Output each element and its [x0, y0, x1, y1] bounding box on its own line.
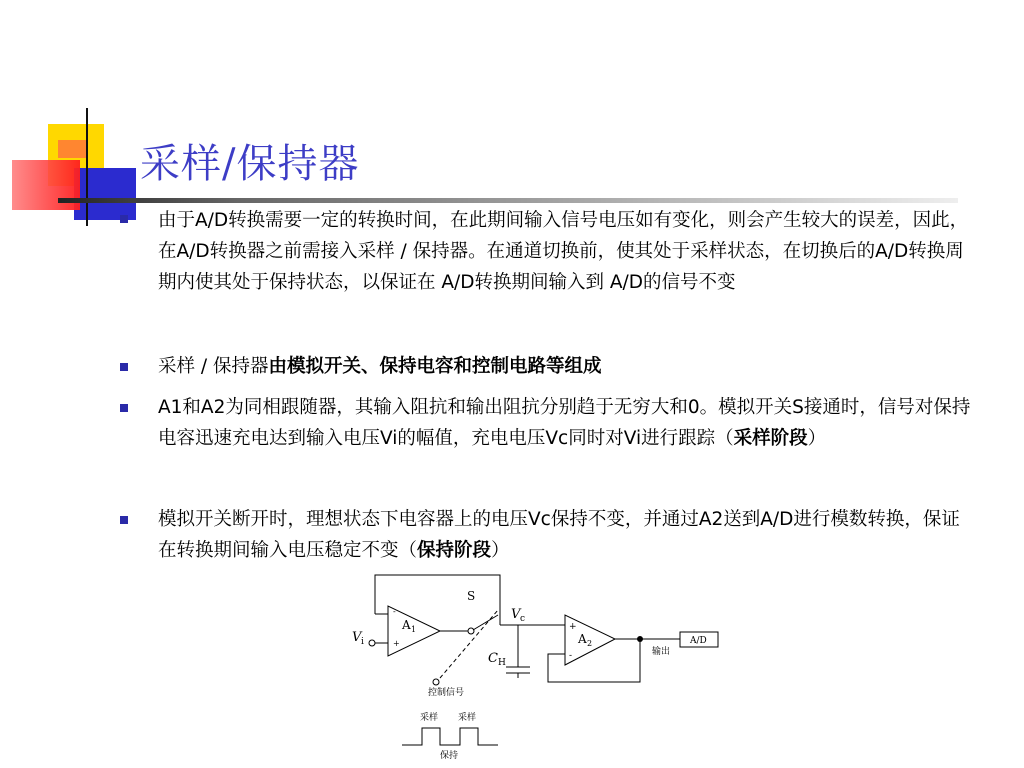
sample-label-1: 采样	[420, 713, 439, 723]
vc-subscript: c	[520, 614, 526, 624]
paragraph-sampling-phase	[158, 392, 973, 454]
paragraph-holding-phase	[158, 504, 973, 566]
ch-subscript: H	[498, 658, 506, 668]
emphasis-text: 保持阶段	[417, 540, 492, 561]
a1-minus: -	[393, 607, 396, 616]
hold-label: 保持	[440, 751, 459, 761]
decor-red-strip	[58, 140, 88, 158]
ad-box-label: A/D	[690, 636, 707, 646]
paragraph-text: 采样 / 保持器	[158, 356, 269, 377]
switch-label: S	[467, 589, 476, 603]
emphasis-text: 由模拟开关、保持电容和控制电路等组成	[268, 356, 602, 377]
vi-label: V	[352, 630, 362, 645]
paragraph-composition	[158, 351, 973, 382]
bullet-icon	[120, 516, 128, 524]
decor-blue-block	[74, 168, 136, 220]
a1-subscript: 1	[411, 625, 417, 634]
decor-vertical-line	[86, 108, 88, 226]
slide-title: 采样/保持器	[140, 141, 360, 187]
sample-hold-circuit-diagram	[340, 570, 740, 765]
paragraph-text: ）	[807, 428, 827, 449]
ch-label: C	[488, 651, 498, 666]
title-underline	[58, 198, 958, 203]
bullet-icon	[120, 363, 128, 371]
paragraph-text: 由于A/D转换需要一定的转换时间，在此期间输入信号电压如有变化，则会产生较大的误差，因此，在A/D转换器之前需接入采样 / 保持器。在通道切换前，使其处于采样状态，在切换后的A/D转换周期内使其处于保持状态，以保证在 A/D转换期间输入到 A/D的信号不变	[158, 210, 969, 293]
paragraph-text: 模拟开关断开时，理想状态下电容器上的电压Vc保持不变，并通过A2送到A/D进行模数转换，保证在转换期间输入电压稳定不变（	[158, 509, 960, 561]
a2-label: A	[578, 632, 587, 646]
a2-plus: +	[569, 622, 577, 632]
a1-label: A	[402, 618, 411, 632]
paragraph-text: ）	[491, 540, 510, 561]
bullet-icon	[120, 404, 128, 412]
paragraph-adc-timing	[158, 205, 973, 298]
a2-subscript: 2	[587, 639, 593, 648]
a1-plus: +	[393, 639, 400, 648]
a2-minus: -	[569, 651, 573, 661]
vc-label: V	[511, 607, 521, 622]
paragraph-text: A1和A2为同相跟随器，其输入阻抗和输出阻抗分别趋于无穷大和0。模拟开关S接通时，信号对保持电容迅速充电达到输入电压Vi的幅值，充电电压Vc同时对Vi进行跟踪（	[158, 397, 971, 449]
vi-subscript: i	[361, 637, 364, 647]
emphasis-text: 采样阶段	[733, 428, 808, 449]
sample-label-2: 采样	[458, 713, 477, 723]
output-label: 输出	[652, 647, 671, 657]
control-signal-label: 控制信号	[428, 688, 465, 698]
bullet-icon	[120, 215, 128, 223]
